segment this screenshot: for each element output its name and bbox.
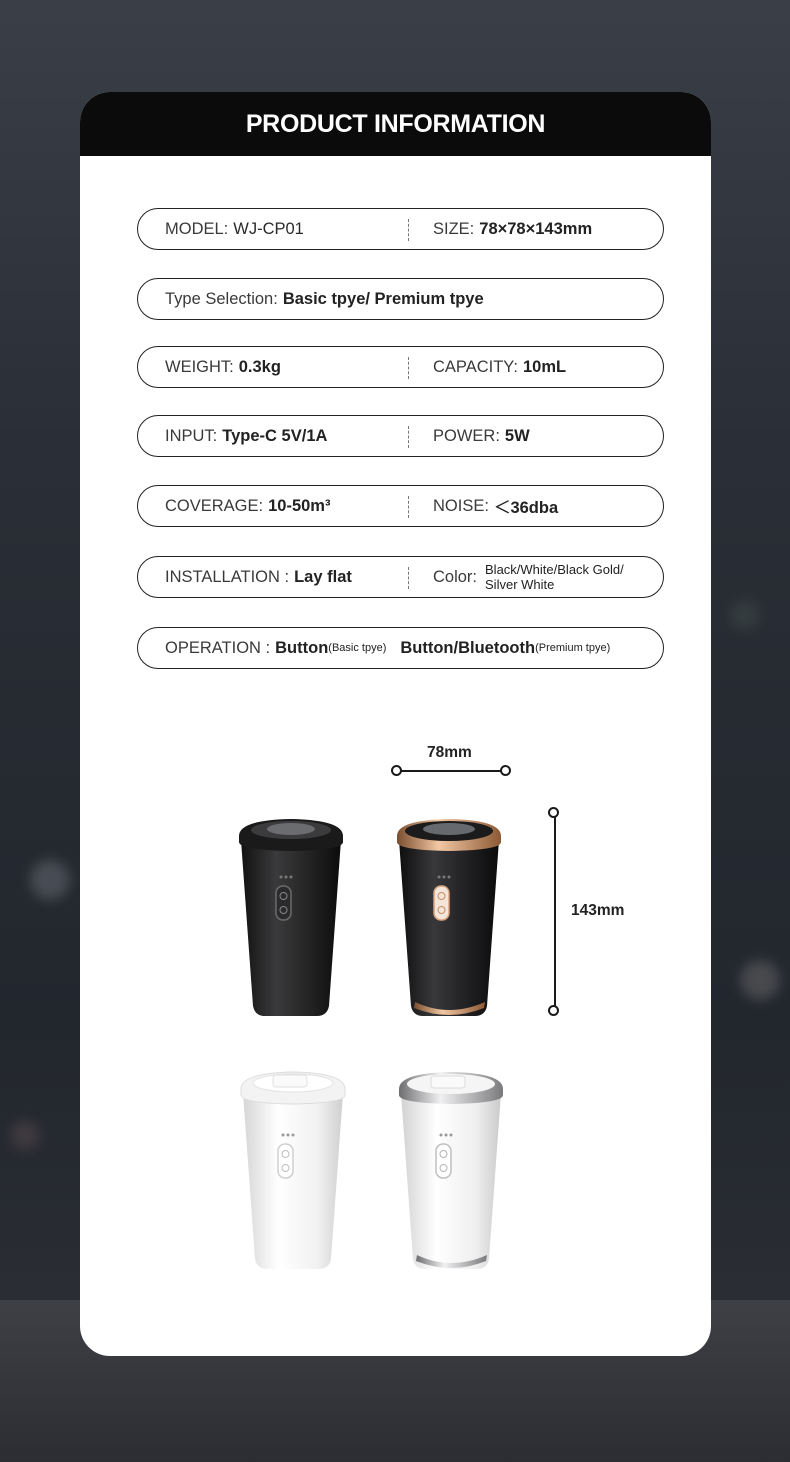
spec-coverage: COVERAGE: 10-50m³: [165, 496, 331, 515]
spec-type-selection: Type Selection: Basic tpye/ Premium tpye: [165, 289, 484, 308]
spec-row-model-size: [137, 208, 664, 250]
height-dimension-line: [554, 814, 556, 1012]
spec-capacity: CAPACITY: 10mL: [433, 357, 567, 376]
product-image-black-gold: [391, 814, 507, 1020]
spec-row-input-power: [137, 415, 664, 457]
product-image-white: [235, 1067, 351, 1273]
divider: [408, 567, 409, 589]
spec-row-installation-color: [137, 556, 664, 598]
product-image-black: [233, 814, 349, 1020]
spec-row-weight-capacity: [137, 346, 664, 388]
spec-size: SIZE: 78×78×143mm: [433, 219, 593, 238]
dimension-endpoint: [391, 765, 402, 776]
divider: [408, 219, 409, 241]
background-light: [30, 860, 70, 900]
card-title: PRODUCT INFORMATION: [80, 92, 711, 156]
width-dimension-line: [398, 770, 506, 772]
product-info-card: [80, 92, 711, 1356]
spec-power: POWER: 5W: [433, 426, 530, 445]
width-dimension-label: 78mm: [427, 744, 472, 761]
dimension-endpoint: [500, 765, 511, 776]
product-image-silver-white: [393, 1067, 509, 1273]
spec-input: INPUT: Type-C 5V/1A: [165, 426, 328, 445]
spec-operation: OPERATION : Button (Basic tpye) Button/Bluetooth (Premium tpye): [165, 638, 611, 657]
background-light: [740, 960, 780, 1000]
spec-color: Color: Black/White/Black Gold/ Silver White: [433, 562, 624, 592]
spec-row-operation: [137, 627, 664, 669]
divider: [408, 496, 409, 518]
dimension-endpoint: [548, 1005, 559, 1016]
spec-noise: NOISE: ＜36dba: [433, 496, 559, 517]
background-light: [10, 1120, 40, 1150]
divider: [408, 357, 409, 379]
height-dimension-label: 143mm: [571, 902, 625, 919]
spec-row-coverage-noise: [137, 485, 664, 527]
spec-installation: INSTALLATION : Lay flat: [165, 567, 352, 586]
dimension-endpoint: [548, 807, 559, 818]
background-light: [730, 600, 760, 630]
divider: [408, 426, 409, 448]
spec-weight: WEIGHT: 0.3kg: [165, 357, 281, 376]
spec-row-type-selection: [137, 278, 664, 320]
spec-model: MODEL: WJ-CP01: [165, 219, 304, 238]
